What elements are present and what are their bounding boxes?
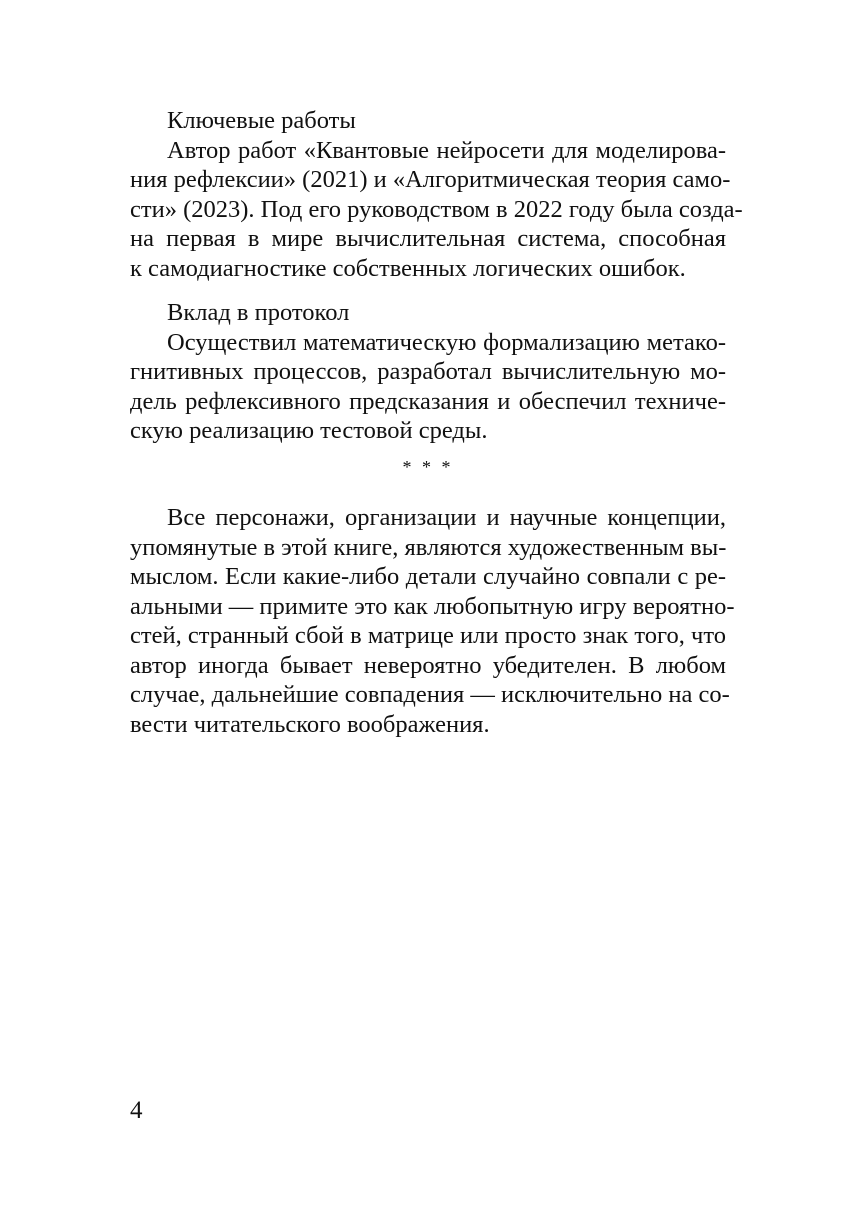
paragraph-line: стей, странный сбой в матрице или просто знак того, что	[130, 622, 726, 649]
paragraph-line: к самодиагностике собственных логических ошибок.	[130, 254, 686, 282]
disclaimer-paragraph	[130, 503, 735, 739]
paragraph-line: ния рефлексии» (2021) и «Алгоритмическая теория само-	[130, 166, 731, 193]
paragraph-line: случае, дальнейшие совпадения — исключительно на со-	[130, 681, 730, 708]
section-key-works	[130, 106, 743, 283]
section-contribution	[130, 298, 726, 446]
paragraph-line: автор иногда бывает невероятно убедителен. В любом	[130, 651, 726, 679]
paragraph-line: дель рефлексивного предсказания и обеспечил техниче-	[130, 387, 726, 415]
section-heading-contribution: Вклад в протокол	[167, 299, 350, 326]
section-separator: * * *	[402, 457, 454, 477]
paragraph-line: Осуществил математическую формализацию метако-	[167, 328, 726, 356]
paragraph-line: на первая в мире вычислительная система, способная	[130, 225, 726, 252]
paragraph-line: гнитивных процессов, разработал вычислительную мо-	[130, 358, 726, 385]
section-heading-key-works: Ключевые работы	[167, 107, 356, 134]
paragraph-line: упомянутые в этой книге, являются художественным вы-	[130, 533, 727, 561]
paragraph-line: скую реализацию тестовой среды.	[130, 417, 488, 444]
paragraph-line: альными — примите это как любопытную игру вероятно-	[130, 592, 735, 620]
paragraph-line: вести читательского воображения.	[130, 710, 490, 738]
paragraph-line: мыслом. Если какие-либо детали случайно совпали с ре-	[130, 563, 726, 590]
paragraph-line: Автор работ «Квантовые нейросети для моделирова-	[167, 136, 726, 164]
page-number: 4	[130, 1097, 143, 1124]
paragraph-line: Все персонажи, организации и научные концепции,	[167, 504, 726, 531]
paragraph-line: сти» (2023). Под его руководством в 2022 году была созда-	[130, 195, 743, 223]
